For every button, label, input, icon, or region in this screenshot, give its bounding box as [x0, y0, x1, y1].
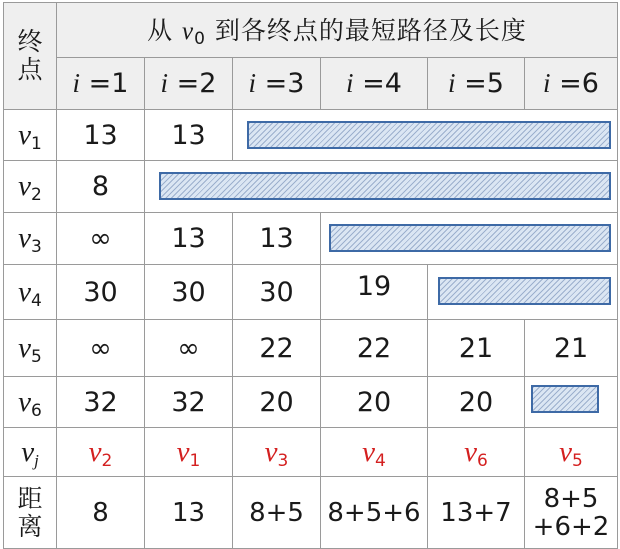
- table-title: [57, 3, 618, 58]
- distance-cell: ∞: [145, 320, 233, 377]
- title-suffix: 到各终点的最短路径及长度: [214, 16, 527, 45]
- finalized-span: [428, 265, 618, 320]
- finalized-bar: [159, 172, 611, 200]
- finalized-bar: [329, 224, 611, 252]
- distance-value: 8+5+6: [321, 477, 428, 549]
- distance-cell: 21: [525, 320, 618, 377]
- distance-cell: 32: [145, 377, 233, 428]
- endpoint-header: [4, 3, 57, 110]
- endpoint-header-line1: 终: [17, 27, 43, 56]
- vertex-label: $v_1$: [4, 110, 57, 161]
- title-row: [4, 3, 618, 58]
- iteration-header: i =3: [233, 58, 321, 110]
- vertex-label: $v_2$: [4, 161, 57, 213]
- finalized-bar: [247, 121, 611, 149]
- distance-cell: 20: [428, 377, 525, 428]
- distance-cell: 13: [233, 213, 321, 265]
- iteration-header: i =4: [321, 58, 428, 110]
- distance-value-line1: 8+5: [543, 483, 599, 514]
- selected-vertex: $v_5$: [525, 428, 618, 477]
- distance-value: 13: [145, 477, 233, 549]
- title-prefix: 从: [147, 16, 174, 45]
- selected-vertex: $v_1$: [145, 428, 233, 477]
- distance-value: [525, 477, 618, 549]
- finalized-span: [145, 161, 618, 213]
- table-row: [4, 213, 618, 265]
- finalized-span: [321, 213, 618, 265]
- table-row: [4, 110, 618, 161]
- vertex-label: $v_6$: [4, 377, 57, 428]
- distance-cell: ∞: [57, 213, 145, 265]
- selected-vertex: $v_4$: [321, 428, 428, 477]
- distance-row: [4, 477, 618, 549]
- distance-cell: 32: [57, 377, 145, 428]
- iteration-header: i =2: [145, 58, 233, 110]
- table-row: [4, 377, 618, 428]
- distance-value-line2: +6+2: [532, 511, 610, 542]
- distance-cell: 20: [321, 377, 428, 428]
- distance-cell: 30: [145, 265, 233, 320]
- dijkstra-table: [3, 2, 618, 549]
- selected-vertex-row: [4, 428, 618, 477]
- iteration-header: i =5: [428, 58, 525, 110]
- finalized-bar: [531, 385, 599, 413]
- iteration-header: i =1: [57, 58, 145, 110]
- distance-label: [4, 477, 57, 549]
- selected-vertex: $v_6$: [428, 428, 525, 477]
- title-sub: 0: [194, 29, 206, 49]
- distance-cell: ∞: [57, 320, 145, 377]
- vertex-label: $v_5$: [4, 320, 57, 377]
- distance-value: 8+5: [233, 477, 321, 549]
- distance-cell: 30: [233, 265, 321, 320]
- selected-vertex: $v_2$: [57, 428, 145, 477]
- distance-cell: 21: [428, 320, 525, 377]
- distance-cell: 22: [321, 320, 428, 377]
- distance-cell: 13: [145, 213, 233, 265]
- finalized-span: [525, 377, 618, 428]
- endpoint-header-line2: 点: [17, 55, 43, 84]
- finalized-bar: [438, 277, 611, 305]
- distance-cell: 8: [57, 161, 145, 213]
- distance-label-line2: 离: [17, 511, 43, 541]
- distance-value: 13+7: [428, 477, 525, 549]
- distance-cell: 13: [57, 110, 145, 161]
- table-row: [4, 265, 618, 320]
- selected-vertex: $v_3$: [233, 428, 321, 477]
- vertex-label: $v_3$: [4, 213, 57, 265]
- iteration-header: i =6: [525, 58, 618, 110]
- distance-cell: 30: [57, 265, 145, 320]
- selected-vertex-label: $v_j$: [4, 428, 57, 477]
- title-var: v: [182, 18, 195, 45]
- table-row: [4, 320, 618, 377]
- distance-cell: 13: [145, 110, 233, 161]
- distance-value: 8: [57, 477, 145, 549]
- distance-cell: 19: [321, 265, 428, 320]
- distance-label-line1: 距: [17, 483, 43, 513]
- table-row: [4, 161, 618, 213]
- finalized-span: [233, 110, 618, 161]
- distance-cell: 22: [233, 320, 321, 377]
- distance-cell: 20: [233, 377, 321, 428]
- iteration-row: [4, 58, 618, 110]
- vertex-label: $v_4$: [4, 265, 57, 320]
